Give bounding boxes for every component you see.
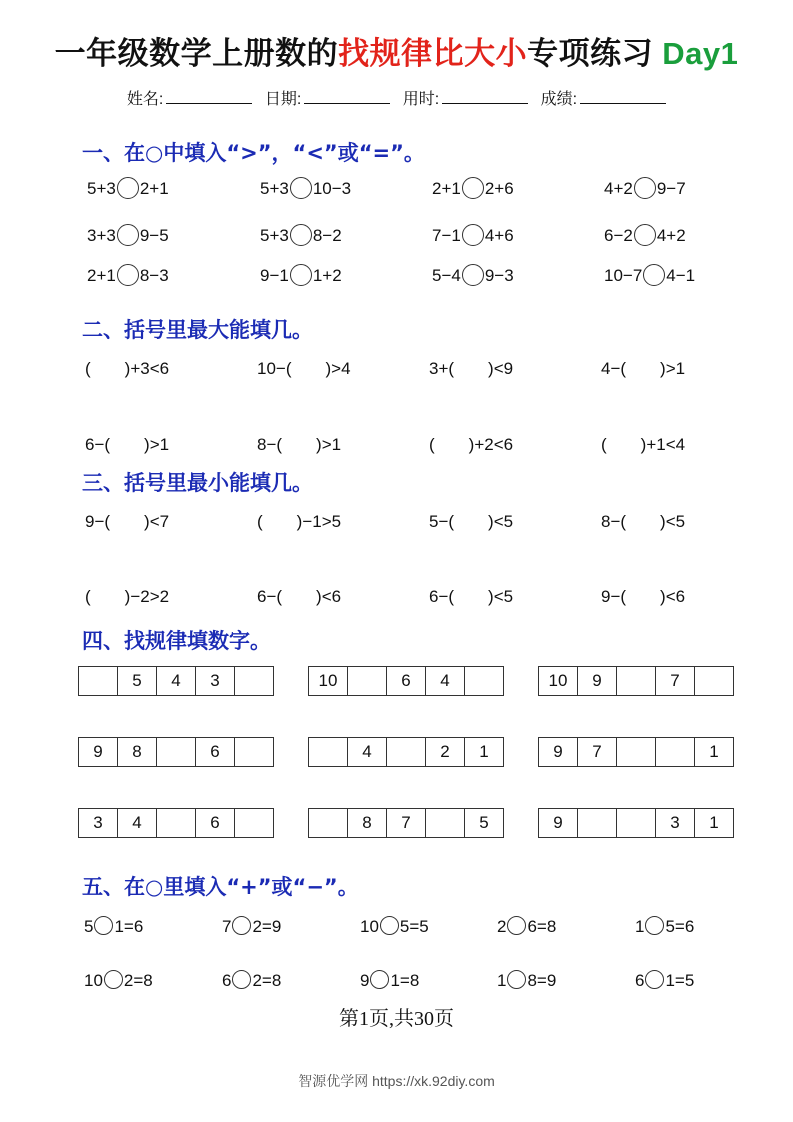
right-equation: 1=6	[114, 917, 144, 936]
right-equation: 2=8	[252, 971, 282, 990]
number-box: 9	[78, 737, 118, 767]
number-box: 9	[538, 737, 578, 767]
compare-exercise	[604, 263, 695, 289]
section-3-heading: 三、括号里最小能填几。	[82, 471, 313, 495]
fill-in-exercise[interactable]: ( )−2>2	[85, 587, 170, 606]
left-number: 7	[222, 917, 232, 936]
date-field[interactable]	[304, 90, 390, 104]
left-expression: 5+3	[260, 179, 289, 198]
compare-exercise	[87, 176, 169, 202]
compare-exercise	[432, 176, 514, 202]
blank-box[interactable]	[347, 666, 387, 696]
section-5-heading: 五、在○里填入“+”或“−”。	[82, 875, 359, 899]
title-part-3: 专项练习	[527, 36, 654, 71]
answer-circle[interactable]	[634, 177, 656, 199]
left-number: 6	[635, 971, 645, 990]
operator-circle[interactable]	[645, 916, 664, 935]
operator-exercise	[222, 968, 281, 994]
compare-exercise	[87, 223, 169, 249]
operator-circle[interactable]	[380, 916, 399, 935]
answer-circle[interactable]	[462, 264, 484, 286]
student-info-row	[0, 86, 793, 109]
blank-box[interactable]	[616, 666, 656, 696]
right-expression: 9−3	[484, 266, 514, 285]
number-pattern-row	[308, 808, 504, 838]
name-label: 姓名:	[126, 91, 164, 108]
fill-in-exercise[interactable]: 8−( )<5	[601, 512, 686, 531]
operator-circle[interactable]	[507, 916, 526, 935]
blank-box[interactable]	[616, 808, 656, 838]
answer-circle[interactable]	[290, 264, 312, 286]
blank-box[interactable]	[234, 808, 274, 838]
time-field[interactable]	[442, 90, 528, 104]
number-pattern-row	[78, 737, 274, 767]
answer-circle[interactable]	[117, 264, 139, 286]
compare-exercise	[432, 263, 514, 289]
number-box: 3	[78, 808, 118, 838]
right-expression: 9−5	[139, 226, 169, 245]
title-part-1: 一年级数学上册数的	[54, 36, 339, 71]
left-expression: 5−4	[432, 266, 461, 285]
fill-in-exercise[interactable]: 3+( )<9	[429, 359, 514, 378]
operator-exercise	[497, 968, 556, 994]
number-box: 3	[655, 808, 695, 838]
title-part-2: 找规律比大小	[338, 36, 528, 71]
compare-exercise	[260, 223, 342, 249]
fill-in-exercise[interactable]: ( )+2<6	[429, 435, 514, 454]
answer-circle[interactable]	[290, 224, 312, 246]
name-field[interactable]	[166, 90, 252, 104]
number-box: 7	[577, 737, 617, 767]
left-number: 5	[84, 917, 94, 936]
number-box: 4	[425, 666, 465, 696]
right-expression: 10−3	[312, 179, 352, 198]
number-box: 10	[308, 666, 348, 696]
right-equation: 2=8	[123, 971, 153, 990]
operator-exercise	[84, 914, 143, 940]
right-equation: 6=8	[527, 917, 557, 936]
left-expression: 9−1	[260, 266, 289, 285]
fill-in-exercise[interactable]: 6−( )<5	[429, 587, 514, 606]
number-pattern-row	[78, 666, 274, 696]
operator-exercise	[360, 914, 429, 940]
answer-circle[interactable]	[117, 224, 139, 246]
left-number: 1	[497, 971, 507, 990]
number-pattern-row	[538, 666, 734, 696]
left-expression: 3+3	[87, 226, 116, 245]
score-field[interactable]	[580, 90, 666, 104]
operator-exercise	[360, 968, 419, 994]
number-box: 6	[195, 808, 235, 838]
fill-in-exercise[interactable]: ( )+1<4	[601, 435, 686, 454]
compare-exercise	[604, 223, 686, 249]
blank-box[interactable]	[156, 737, 196, 767]
blank-box[interactable]	[386, 737, 426, 767]
right-expression: 2+1	[139, 179, 169, 198]
blank-box[interactable]	[425, 808, 465, 838]
operator-circle[interactable]	[507, 970, 526, 989]
score-label: 成绩:	[540, 91, 578, 108]
number-box: 4	[347, 737, 387, 767]
left-number: 6	[222, 971, 232, 990]
fill-in-exercise[interactable]: 8−( )>1	[257, 435, 342, 454]
page-title	[0, 28, 793, 73]
right-expression: 8−2	[312, 226, 342, 245]
operator-exercise	[635, 914, 694, 940]
left-expression: 5+3	[260, 226, 289, 245]
answer-circle[interactable]	[290, 177, 312, 199]
fill-in-exercise[interactable]: 10−( )>4	[257, 359, 351, 378]
right-expression: 2+6	[484, 179, 514, 198]
fill-in-exercise[interactable]: 6−( )>1	[85, 435, 170, 454]
number-box: 7	[386, 808, 426, 838]
operator-exercise	[222, 914, 281, 940]
fill-in-exercise[interactable]: ( )+3<6	[85, 359, 170, 378]
operator-circle[interactable]	[232, 916, 251, 935]
section-4-heading: 四、找规律填数字。	[82, 629, 271, 653]
fill-in-exercise[interactable]: 4−( )>1	[601, 359, 686, 378]
number-pattern-row	[78, 808, 274, 838]
number-box: 4	[117, 808, 157, 838]
operator-exercise	[635, 968, 694, 994]
blank-box[interactable]	[308, 808, 348, 838]
answer-circle[interactable]	[643, 264, 665, 286]
right-expression: 1+2	[312, 266, 342, 285]
operator-circle[interactable]	[645, 970, 664, 989]
left-number: 10	[84, 971, 103, 990]
answer-circle[interactable]	[634, 224, 656, 246]
number-pattern-row	[538, 808, 734, 838]
compare-exercise	[432, 223, 514, 249]
fill-in-exercise[interactable]: 9−( )<6	[601, 587, 686, 606]
number-pattern-row	[538, 737, 734, 767]
title-part-4: Day1	[662, 36, 739, 71]
fill-in-exercise[interactable]: 6−( )<6	[257, 587, 342, 606]
blank-box[interactable]	[78, 666, 118, 696]
section-1-heading: 一、在○中填入“>”，“<”或“=”。	[82, 141, 425, 165]
number-box: 2	[425, 737, 465, 767]
right-equation: 1=5	[665, 971, 695, 990]
number-box: 6	[386, 666, 426, 696]
operator-exercise	[84, 968, 153, 994]
left-expression: 7−1	[432, 226, 461, 245]
fill-in-exercise[interactable]: ( )−1>5	[257, 512, 342, 531]
right-expression: 4+6	[484, 226, 514, 245]
number-box: 1	[694, 808, 734, 838]
number-box: 3	[195, 666, 235, 696]
blank-box[interactable]	[616, 737, 656, 767]
operator-exercise	[497, 914, 556, 940]
number-box: 1	[694, 737, 734, 767]
left-expression: 4+2	[604, 179, 633, 198]
section-2-heading: 二、括号里最大能填几。	[82, 318, 313, 342]
blank-box[interactable]	[308, 737, 348, 767]
right-equation: 1=8	[390, 971, 420, 990]
right-equation: 5=6	[665, 917, 695, 936]
right-expression: 8−3	[139, 266, 169, 285]
number-box: 6	[195, 737, 235, 767]
left-number: 2	[497, 917, 507, 936]
fill-in-exercise[interactable]: 9−( )<7	[85, 512, 170, 531]
number-box: 9	[538, 808, 578, 838]
number-box: 1	[464, 737, 504, 767]
blank-box[interactable]	[156, 808, 196, 838]
fill-in-exercise[interactable]: 5−( )<5	[429, 512, 514, 531]
operator-circle[interactable]	[104, 970, 123, 989]
number-box: 7	[655, 666, 695, 696]
right-equation: 5=5	[399, 917, 429, 936]
blank-box[interactable]	[694, 666, 734, 696]
blank-box[interactable]	[655, 737, 695, 767]
number-box: 9	[577, 666, 617, 696]
answer-circle[interactable]	[117, 177, 139, 199]
operator-circle[interactable]	[232, 970, 251, 989]
number-box: 5	[117, 666, 157, 696]
right-equation: 2=9	[252, 917, 282, 936]
right-expression: 4−1	[666, 266, 696, 285]
number-box: 10	[538, 666, 578, 696]
left-expression: 6−2	[604, 226, 633, 245]
right-equation: 8=9	[527, 971, 557, 990]
blank-box[interactable]	[577, 808, 617, 838]
left-number: 9	[360, 971, 370, 990]
compare-exercise	[260, 176, 351, 202]
page-number: 第1页,共30页	[339, 1008, 454, 1030]
left-number: 10	[360, 917, 379, 936]
number-pattern-row	[308, 666, 504, 696]
number-box: 4	[156, 666, 196, 696]
left-expression: 2+1	[432, 179, 461, 198]
date-label: 日期:	[264, 91, 302, 108]
time-label: 用时:	[402, 91, 440, 108]
number-pattern-row	[308, 737, 504, 767]
left-expression: 5+3	[87, 179, 116, 198]
left-expression: 10−7	[604, 266, 643, 285]
number-box: 8	[347, 808, 387, 838]
number-box: 5	[464, 808, 504, 838]
compare-exercise	[87, 263, 169, 289]
blank-box[interactable]	[464, 666, 504, 696]
answer-circle[interactable]	[462, 224, 484, 246]
operator-circle[interactable]	[370, 970, 389, 989]
right-expression: 4+2	[656, 226, 686, 245]
blank-box[interactable]	[234, 737, 274, 767]
compare-exercise	[604, 176, 686, 202]
compare-exercise	[260, 263, 342, 289]
left-expression: 2+1	[87, 266, 116, 285]
right-expression: 9−7	[656, 179, 686, 198]
number-box: 8	[117, 737, 157, 767]
answer-circle[interactable]	[462, 177, 484, 199]
blank-box[interactable]	[234, 666, 274, 696]
operator-circle[interactable]	[94, 916, 113, 935]
left-number: 1	[635, 917, 645, 936]
source-watermark: 智源优学网 https://xk.92diy.com	[298, 1073, 495, 1089]
